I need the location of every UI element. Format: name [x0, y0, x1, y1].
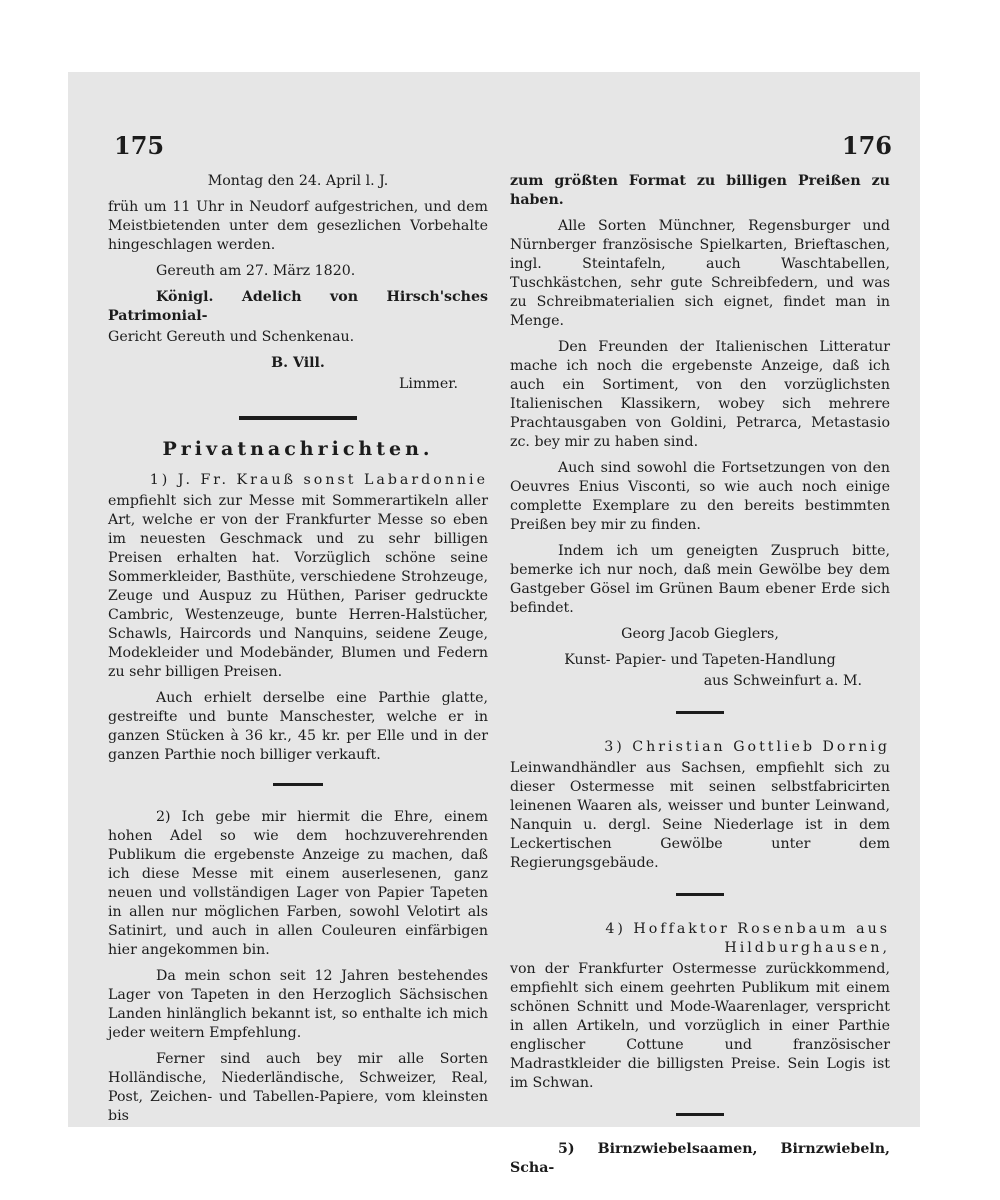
- signature-place: aus Schweinfurt a. M.: [703, 673, 862, 689]
- ad5-text: 5) Birnzwiebelsaamen, Birnzwiebeln, Scha-: [510, 1141, 890, 1176]
- section-divider: [239, 416, 357, 420]
- ad-divider: [273, 783, 323, 786]
- ad3-text: Leinwandhändler aus Sachsen, empfiehlt sich zu dieser Ostermesse mit seinen selbstfabricirten leinenen Waaren als, weisser und bunter Leinwand, Nanquin u. dergl. Seine Niederlage ist in dem Leckertischen Gewölbe unter dem Regierungsgebäude.: [510, 760, 890, 871]
- ad-divider: [676, 1113, 724, 1116]
- paragraph-playing-cards: Alle Sorten Münchner, Regensburger und Nürnberger französische Spielkarten, Brieftaschen, ingl. Steintafeln, auch Waschtabellen, Tuschkästchen, sehr gute Schreibfedern, und was zu Schreibmaterialien sich eignet, findet man in Menge.: [510, 218, 890, 329]
- signer-limmer: Limmer.: [399, 376, 458, 392]
- notice-text: früh um 11 Uhr in Neudorf aufgestrichen, und dem Meistbietenden unter dem gesezlichen Vorbehalte hingeschlagen werden.: [108, 199, 488, 253]
- left-column: [108, 172, 488, 1133]
- right-column: [510, 172, 890, 1185]
- place-date: Gereuth am 27. März 1820.: [156, 263, 356, 279]
- ad1-text: empfiehlt sich zur Messe mit Sommerartikeln aller Art, welche er von der Frankfurter Messe so eben im neuesten Geschmack und zu sehr billigen Preisen erhalten hat. Vorzüglich schöne seine Sommerkleider, Basthüte, verschiedene Strohzeuge, Zeuge und Auspuz zu Hüthen, Pariser gedruckte Cambric, Westenzeuge, bunte Herren-Halstücher, Schawls, Haircords und Nanquins, seidene Zeuge, Modekleider und Modebänder, Blumen und Federn zu sehr billigen Preisen.: [108, 493, 488, 680]
- newspaper-page: [100, 128, 900, 1176]
- ad1-lead: 1) J. Fr. Krauß sonst Labardonnie: [149, 472, 488, 488]
- court-name-line2: Gericht Gereuth und Schenkenau.: [108, 329, 355, 345]
- signer-vill: B. Vill.: [271, 355, 325, 371]
- ad2-text3: Ferner sind auch bey mir alle Sorten Holländische, Niederländische, Schweizer, Real, Post, Zeichen- und Tabellen-Papiere, vom kleinsten bis: [108, 1051, 488, 1124]
- ad2-text: 2) Ich gebe mir hiermit die Ehre, einem hohen Adel so wie dem hochzuverehrenden Publikum die ergebenste Anzeige zu machen, daß ich diese Messe mit einem auserlesenen, ganz neuen und vollständigen Lager von Papier Tapeten in allen nur möglichen Farben, sowohl Velotirt als Satinirt, und auch in allen Couleuren einfärbigen hier angekommen bin.: [108, 809, 488, 958]
- ad4-text: von der Frankfurter Ostermesse zurückkommend, empfiehlt sich einem geehrten Publikum mit einem schönen Schnitt und Mode-Waarenlager, verspricht in allen Artikeln, und vorzüglich in einer Parthie englischer Cottune und französischer Madrastkleider die billigsten Preise. Sein Logis ist im Schwan.: [510, 961, 890, 1091]
- court-name-line1: Königl. Adelich von Hirsch'sches Patrimonial-: [108, 289, 488, 324]
- paragraph-shop-location: Indem ich um geneigten Zuspruch bitte, bemerke ich nur noch, daß mein Gewölbe bey dem Gastgeber Gösel im Grünen Baum ebener Erde sich befindet.: [510, 543, 890, 616]
- ad-divider: [676, 711, 724, 714]
- section-heading: Privatnachrichten.: [162, 438, 434, 460]
- signature-name: Georg Jacob Gieglers,: [621, 626, 779, 642]
- signature-firm: Kunst- Papier- und Tapeten-Handlung: [564, 652, 836, 668]
- ad2-text2: Da mein schon seit 12 Jahren bestehendes Lager von Tapeten in den Herzoglich Sächsischen Landen hinlänglich bekannt ist, so enthalte ich mich jeder weitern Empfehlung.: [108, 968, 488, 1041]
- ad4-lead: 4) Hoffaktor Rosenbaum aus Hildburghausen,: [605, 921, 890, 956]
- ad-divider: [676, 893, 724, 896]
- notice-date-line: Montag den 24. April l. J.: [207, 173, 389, 189]
- paragraph-visconti: Auch sind sowohl die Fortsetzungen von den Oeuvres Enius Visconti, so wie auch noch einige complette Exemplare zu den bereits bestimmten Preißen bey mir zu finden.: [510, 460, 890, 533]
- paragraph-italian-literature: Den Freunden der Italienischen Litteratur mache ich noch die ergebenste Anzeige, daß ich auch ein Sortiment, von den vorzüglichsten Italienischen Klassikern, wobey sich mehrere Prachtausgaben von Goldini, Petrarca, Metastasio zc. bey mir zu haben sind.: [510, 339, 890, 450]
- continued-text: zum größten Format zu billigen Preißen zu haben.: [510, 173, 890, 208]
- page-number-left: 175: [114, 131, 165, 160]
- ad1-text2: Auch erhielt derselbe eine Parthie glatte, gestreifte und bunte Manschester, welche er in ganzen Stücken à 36 kr., 45 kr. per Elle und in der ganzen Parthie noch billiger verkauft.: [108, 690, 488, 763]
- ad3-lead: 3) Christian Gottlieb Dornig: [604, 739, 890, 755]
- page-number-right: 176: [841, 131, 892, 160]
